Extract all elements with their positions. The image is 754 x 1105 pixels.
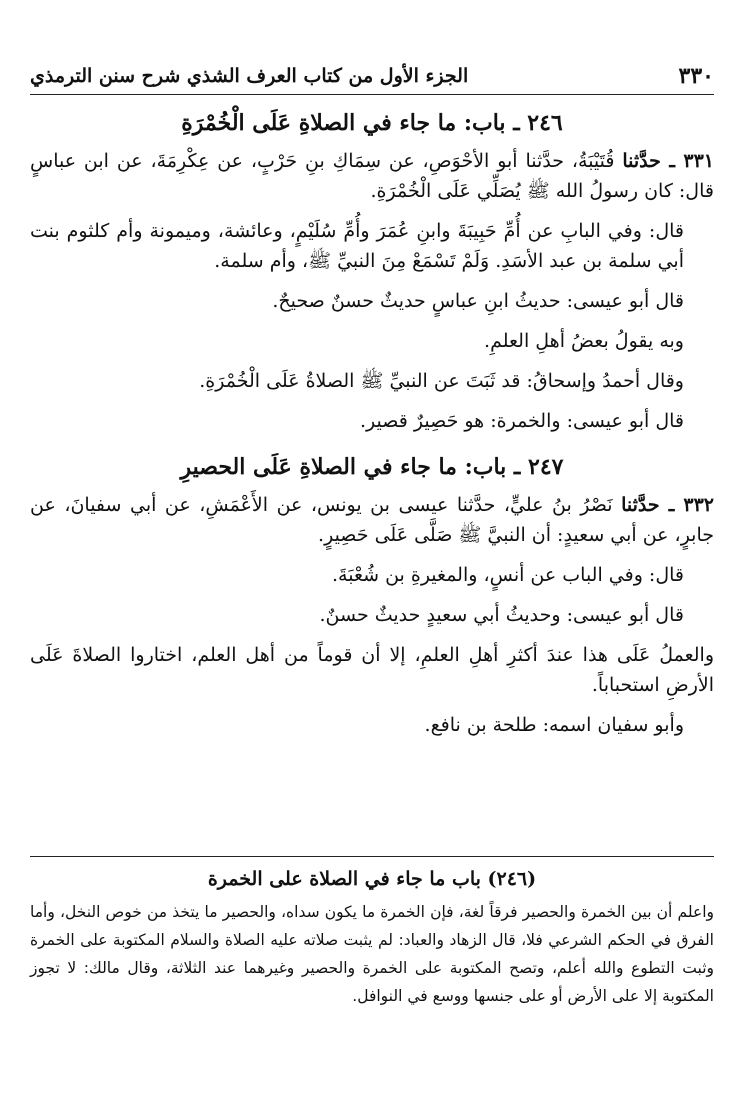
paragraph: قال أبو عيسى: حديثُ ابنِ عباسٍ حديثٌ حسنٌ صحيحٌ.	[272, 290, 684, 312]
paragraph: قال: وفي الباب عن أنسٍ، والمغيرةِ بن شُعْبَةَ.	[331, 564, 684, 586]
page-number: ٣٣٠	[678, 63, 714, 89]
running-header	[30, 58, 714, 95]
commentary-divider	[30, 856, 714, 857]
paragraph: وبه يقولُ بعضُ أهلِ العلمِ.	[484, 330, 684, 352]
chapter-heading-246: ٢٤٦ ـ باب: ما جاء في الصلاةِ عَلَى الْخُمْرَةِ	[181, 110, 563, 136]
commentary-section	[30, 868, 714, 1010]
paragraph: قال أبو عيسى: والخمرة: هو حَصِيرٌ قصير.	[360, 410, 684, 432]
commentary-text: واعلم أن بين الخمرة والحصير فرقاً لغة، فإن الخمرة ما يكون سداه، والحصير ما يتخذ من خوص النخل، وأما الفرق في الحكم الشرعي فلا، قال الزهاد والعباد: لم يثبت صلاته عليه الصلاة والسلام المكتوبة على الخمرة وثبت التطوع والله أعلم، وتصح المكتوبة على الخمرة والحصير وغيرهما عند الثلاثة، وقال مالك: لا تجوز المكتوبة إلا على الأرض أو على جنسها ووسع في النوافل.	[30, 903, 714, 1005]
hadith-332-text: نَصْرُ بنُ عليٍّ، حدَّثنا عيسى بن يونس، عن الأَعْمَشِ، عن أبي سفيانَ، عن جابرٍ، عن أبي سعيدٍ: أن النبيَّ ﷺ صَلَّى عَلَى حَصِيرٍ.	[30, 494, 714, 546]
paragraph: والعملُ عَلَى هذا عندَ أكثرِ أهلِ العلمِ، إلا أن قوماً من أهل العلم، اختاروا الصلاةَ عَلَى الأرضِ استحباباً.	[30, 644, 714, 696]
paragraph: وقال أحمدُ وإسحاقُ: قد ثَبَتَ عن النبيِّ ﷺ الصلاةُ عَلَى الْخُمْرَةِ.	[199, 370, 684, 392]
hadith-331-text: قُتَيْبَةُ، حدَّثنا أبو الأحْوَصِ، عن سِمَاكِ بنِ حَرْبٍ، عن عِكْرِمَةَ، عن ابن عباسٍ قال: كان رسولُ الله ﷺ يُصَلِّي عَلَى الْخُمْرَةِ.	[30, 150, 714, 202]
running-title: الجزء الأول من كتاب العرف الشذي شرح سنن الترمذي	[30, 65, 469, 87]
paragraph: قال: وفي البابِ عن أُمِّ حَبِيبَةَ وابنِ عُمَرَ وأُمِّ سُلَيْمٍ، وعائشة، وميمونة وأم كلثوم بنت أبي سلمة بن عبد الأسَدِ. وَلَمْ تَسْمَعْ مِنَ النبيِّ ﷺ، وأم سلمة.	[30, 220, 684, 272]
chapter-heading-247: ٢٤٧ ـ باب: ما جاء في الصلاةِ عَلَى الحصيرِ	[180, 454, 564, 480]
paragraph: قال أبو عيسى: وحديثُ أبي سعيدٍ حديثٌ حسنٌ.	[319, 604, 684, 626]
hadith-331-lead: ٣٣١ ـ حدَّثنا	[622, 150, 715, 172]
hadith-332	[30, 490, 714, 550]
paragraph: وأبو سفيان اسمه: طلحة بن نافع.	[424, 714, 684, 736]
main-text	[30, 108, 714, 750]
commentary-heading: (٢٤٦) باب ما جاء في الصلاة على الخمرة	[207, 868, 537, 890]
hadith-331	[30, 146, 714, 206]
hadith-332-lead: ٣٣٢ ـ حدَّثنا	[621, 494, 714, 516]
